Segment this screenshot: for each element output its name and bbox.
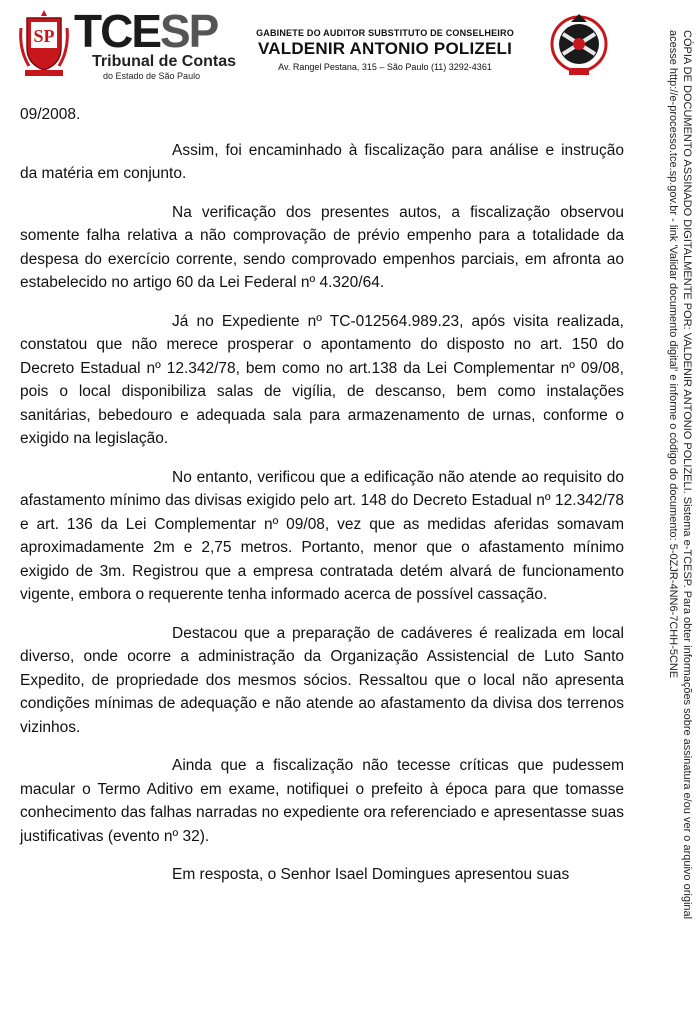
paragraph: Na verificação dos presentes autos, a fiscalização observou somente falha relativa a não comprovação de prévio empenho para a totalidade da despesa do exercício corrente, sendo comprovado empenhos parciais, em afronta ao estabelecido no artigo 60 da Lei Federal nº 4.320/64. <box>20 203 624 291</box>
svg-text:SP: SP <box>33 26 55 46</box>
paragraph: 09/2008. <box>20 106 81 123</box>
paragraph: Já no Expediente nº TC-012564.989.23, após visita realizada, constatou que não merece prosperar o apontamento do disposto no art. 150 do Decreto Estadual nº 12.342/78, bem como no art.138 da Lei Complementar nº 09/08, pois o local disponibiliza salas de vigília, de descanso, bem como instalações sanitárias, bebedouro e adequada sala para armazenamento de urnas, conforme o exigido na legislação. <box>20 312 624 447</box>
officer-name: VALDENIR ANTONIO POLIZELI <box>257 39 513 58</box>
sp-coat-of-arms-icon <box>19 10 69 78</box>
page-header <box>0 0 660 90</box>
digital-signature-note <box>650 30 694 1020</box>
office-address: Av. Rangel Pestana, 315 – São Paulo (11) 3292-4361 <box>278 62 492 72</box>
office-title: GABINETE DO AUDITOR SUBSTITUTO DE CONSELHEIRO <box>256 28 514 38</box>
paragraph: Ainda que a fiscalização não tecesse críticas que pudessem macular o Termo Aditivo em exame, notifiquei o prefeito à época para que tomasse conhecimento das falhas narradas no expediente ora referenciado e apresentasse suas justificativas (evento nº 32). <box>20 757 624 845</box>
paragraph: No entanto, verificou que a edificação não atende ao requisito do afastamento mínimo das divisas exigido pelo art. 148 do Decreto Estadual nº 12.342/78 e art. 136 da Lei Complementar nº 09/08, vez que as medidas aferidas somavam aproximadamente 2m e 2,75 metros. Portanto, menor que o afastamento mínimo exigido de 3m. Registrou que a empresa contratada detém alvará de funcionamento vigente, embora o requerente tenha informado acerca de possível cassação. <box>20 468 624 603</box>
org-state: do Estado de São Paulo <box>103 71 201 81</box>
signature-note-line-1: CÓPIA DE DOCUMENTO ASSINADO DIGITALMENTE POR: VALDENIR ANTONIO POLIZELI. Sistema e-TCESP. Para obter informações sobre assinatura e/ou ver o arquivo original <box>681 30 693 920</box>
paragraph: Em resposta, o Senhor Isael Domingues apresentou suas <box>172 866 570 883</box>
gabinete-emblem-icon <box>549 10 609 78</box>
signature-note-line-2: acesse http://e-processo.tce.sp.gov.br - link 'Validar documento digital' e informe o código do documento: 5-0ZJR-4NN6-7CHH-5CNE <box>667 30 679 679</box>
org-logo-text: TCESP <box>74 5 218 57</box>
document-body <box>20 103 624 902</box>
office-block <box>255 28 515 72</box>
paragraph: Assim, foi encaminhado à fiscalização para análise e instrução da matéria em conjunto. <box>20 141 624 182</box>
org-name: Tribunal de Contas <box>92 53 237 70</box>
paragraph: Destacou que a preparação de cadáveres é realizada em local diverso, onde ocorre a administração da Organização Assistencial de Luto Santo Expedito, de propriedade dos mesmos sócios. Ressaltou que o local não apresenta condições mínimas de adequação e não atende ao afastamento da divisa dos terrenos vizinhos. <box>20 624 624 736</box>
